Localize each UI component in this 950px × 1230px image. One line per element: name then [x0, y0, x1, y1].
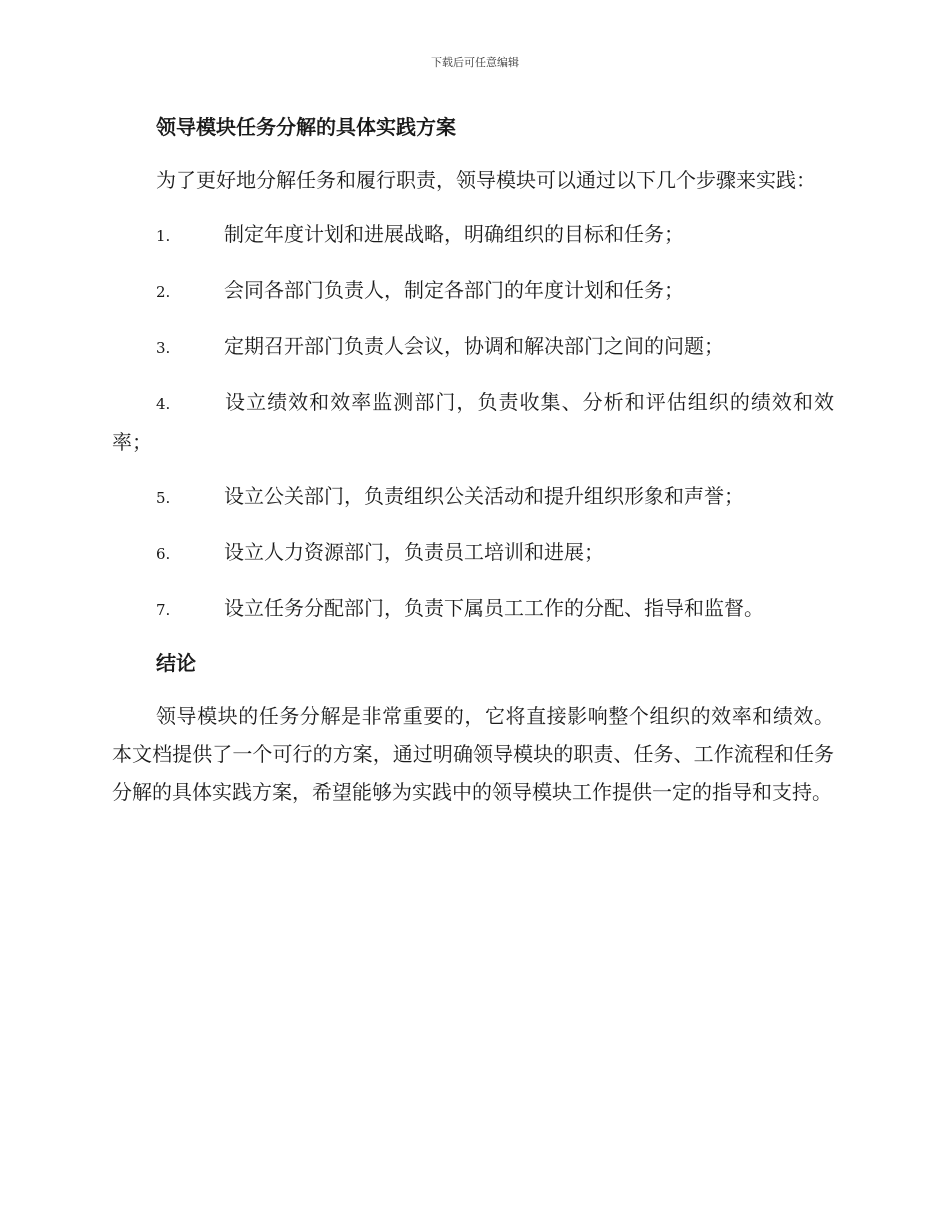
- list-item-text: 定期召开部门负责人会议，协调和解决部门之间的问题；: [224, 334, 724, 358]
- list-item-number: 1.: [156, 227, 171, 245]
- list-item-text: 制定年度计划和进展战略，明确组织的目标和任务；: [224, 222, 684, 246]
- section-title: 领导模块任务分解的具体实践方案: [156, 115, 456, 139]
- list-item: [112, 533, 834, 573]
- conclusion-title: 结论: [156, 651, 196, 675]
- steps-list: [112, 215, 834, 629]
- list-item: [112, 383, 834, 461]
- list-item-number: 7.: [156, 601, 171, 619]
- list-item: [112, 477, 834, 517]
- list-item-number: 2.: [156, 283, 171, 301]
- list-item: [112, 215, 834, 255]
- list-item-text: 设立任务分配部门，负责下属员工工作的分配、指导和监督。: [224, 596, 764, 620]
- list-item-number: 4.: [156, 395, 171, 413]
- list-item-text: 会同各部门负责人，制定各部门的年度计划和任务；: [224, 278, 684, 302]
- intro-paragraph: 为了更好地分解任务和履行职责，领导模块可以通过以下几个步骤来实践：: [156, 168, 816, 192]
- list-item-text: 设立绩效和效率监测部门，负责收集、分析和评估组织的绩效和效率；: [112, 390, 834, 454]
- document-body: [112, 110, 834, 811]
- page-header-note: 下载后可任意编辑: [431, 56, 519, 69]
- list-item-text: 设立公关部门，负责组织公关活动和提升组织形象和声誉；: [224, 484, 744, 508]
- list-item: [112, 327, 834, 367]
- list-item-number: 5.: [156, 489, 171, 507]
- list-item: [112, 271, 834, 311]
- list-item-number: 6.: [156, 545, 171, 563]
- list-item-text: 设立人力资源部门，负责员工培训和进展；: [224, 540, 604, 564]
- list-item: [112, 589, 834, 629]
- list-item-number: 3.: [156, 339, 171, 357]
- conclusion-paragraph: 领导模块的任务分解是非常重要的，它将直接影响整个组织的效率和绩效。本文档提供了一个可行的方案，通过明确领导模块的职责、任务、工作流程和任务分解的具体实践方案，希望能够为实践中的领导模块工作提供一定的指导和支持。: [112, 704, 834, 804]
